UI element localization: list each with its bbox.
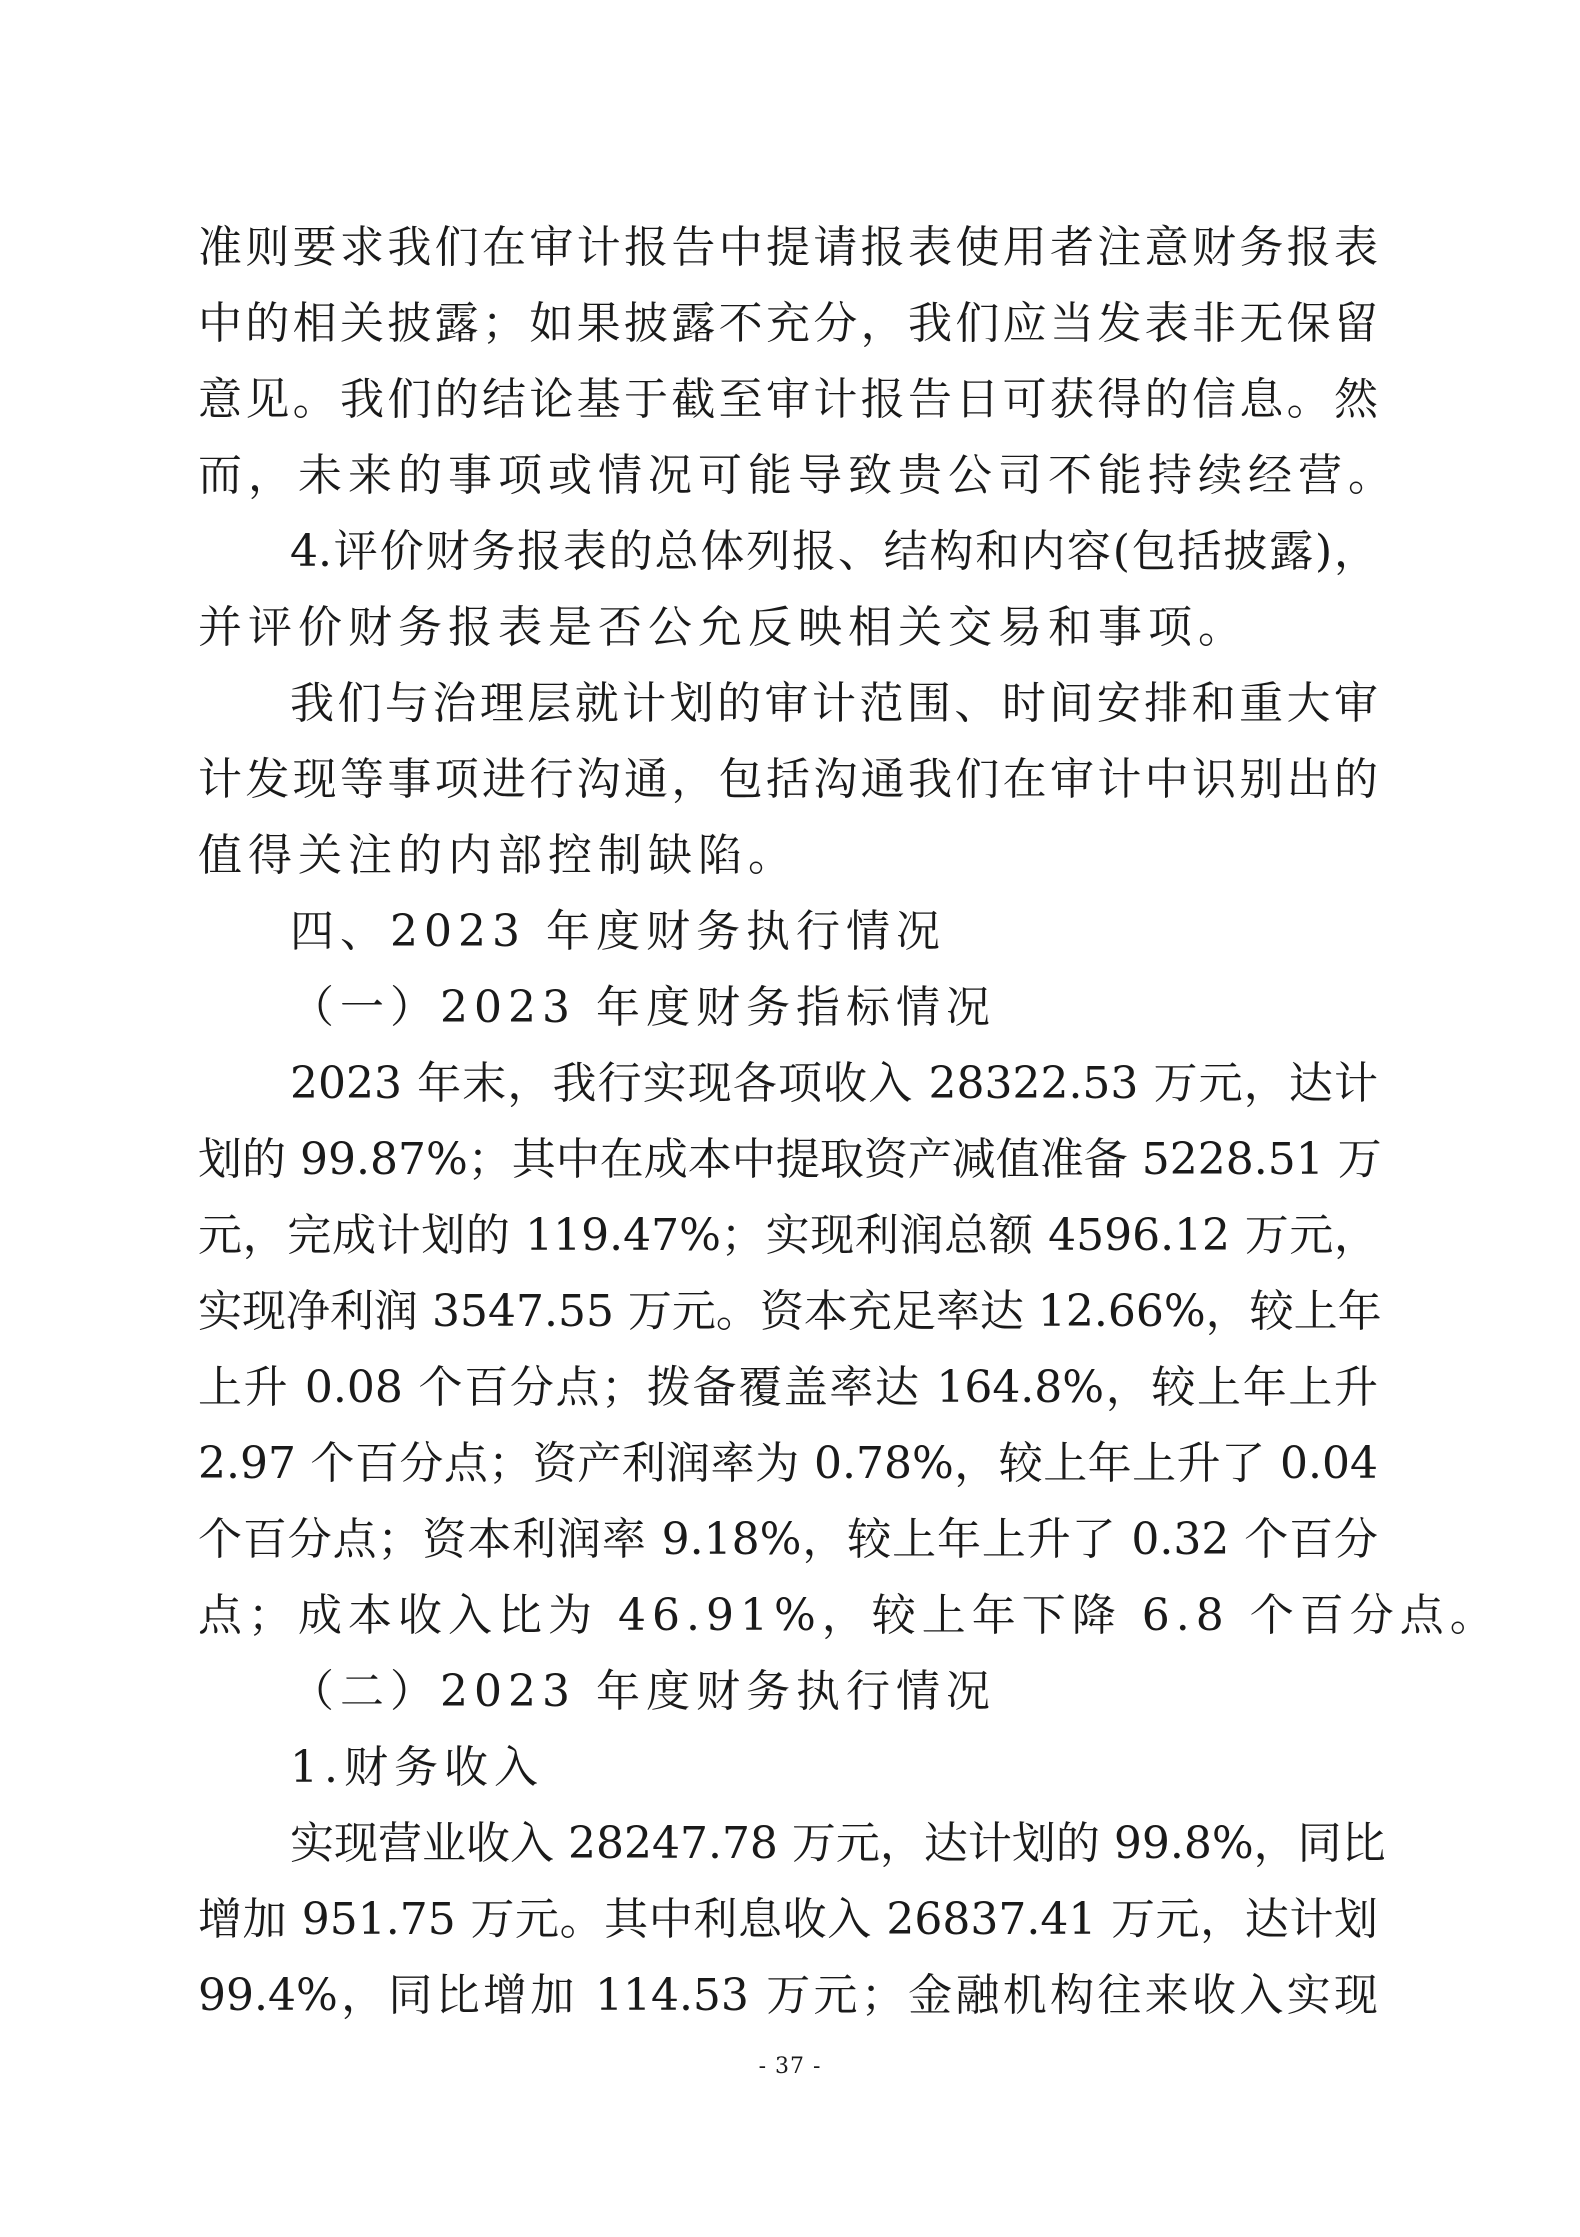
paragraph-line: 元，完成计划的 119.47%；实现利润总额 4596.12 万元，	[198, 1210, 1378, 1261]
paragraph-line: 而，未来的事项或情况可能导致贵公司不能持续经营。	[198, 450, 1398, 501]
paragraph-line: 上升 0.08 个百分点；拨备覆盖率达 164.8%，较上年上升	[198, 1362, 1378, 1413]
paragraph-line: 划的 99.87%；其中在成本中提取资产减值准备 5228.51 万	[198, 1134, 1382, 1185]
paragraph-line: 我们与治理层就计划的审计范围、时间安排和重大审	[290, 678, 1378, 729]
paragraph-line: 实现净利润 3547.55 万元。资本充足率达 12.66%，较上年	[198, 1286, 1382, 1337]
page-number: - 37 -	[758, 2054, 822, 2079]
paragraph-line: 中的相关披露；如果披露不充分，我们应当发表非无保留	[198, 298, 1378, 349]
section-heading: 四、2023 年度财务执行情况	[290, 906, 946, 957]
subsection-heading: （一）2023 年度财务指标情况	[290, 982, 996, 1033]
paragraph-line: 99.4%，同比增加 114.53 万元；金融机构往来收入实现	[198, 1970, 1378, 2021]
paragraph-line: 个百分点；资本利润率 9.18%，较上年上升了 0.32 个百分	[198, 1514, 1378, 1565]
paragraph-line: 2023 年末，我行实现各项收入 28322.53 万元，达计	[290, 1058, 1378, 1109]
paragraph-line: 实现营业收入 28247.78 万元，达计划的 99.8%，同比	[290, 1818, 1386, 1869]
paragraph-line: 并评价财务报表是否公允反映相关交易和事项。	[198, 602, 1248, 653]
paragraph-line: 准则要求我们在审计报告中提请报表使用者注意财务报表	[198, 222, 1378, 273]
paragraph-line: 意见。我们的结论基于截至审计报告日可获得的信息。然	[198, 374, 1378, 425]
item-heading: 1.财务收入	[290, 1742, 544, 1793]
paragraph-line: 4.评价财务报表的总体列报、结构和内容(包括披露)，	[290, 526, 1378, 577]
paragraph-line: 值得关注的内部控制缺陷。	[198, 830, 798, 881]
subsection-heading: （二）2023 年度财务执行情况	[290, 1666, 996, 1717]
paragraph-line: 计发现等事项进行沟通，包括沟通我们在审计中识别出的	[198, 754, 1378, 805]
paragraph-line: 增加 951.75 万元。其中利息收入 26837.41 万元，达计划	[198, 1894, 1378, 1945]
paragraph-line: 点；成本收入比为 46.91%，较上年下降 6.8 个百分点。	[198, 1590, 1500, 1641]
paragraph-line: 2.97 个百分点；资产利润率为 0.78%，较上年上升了 0.04	[198, 1438, 1378, 1489]
